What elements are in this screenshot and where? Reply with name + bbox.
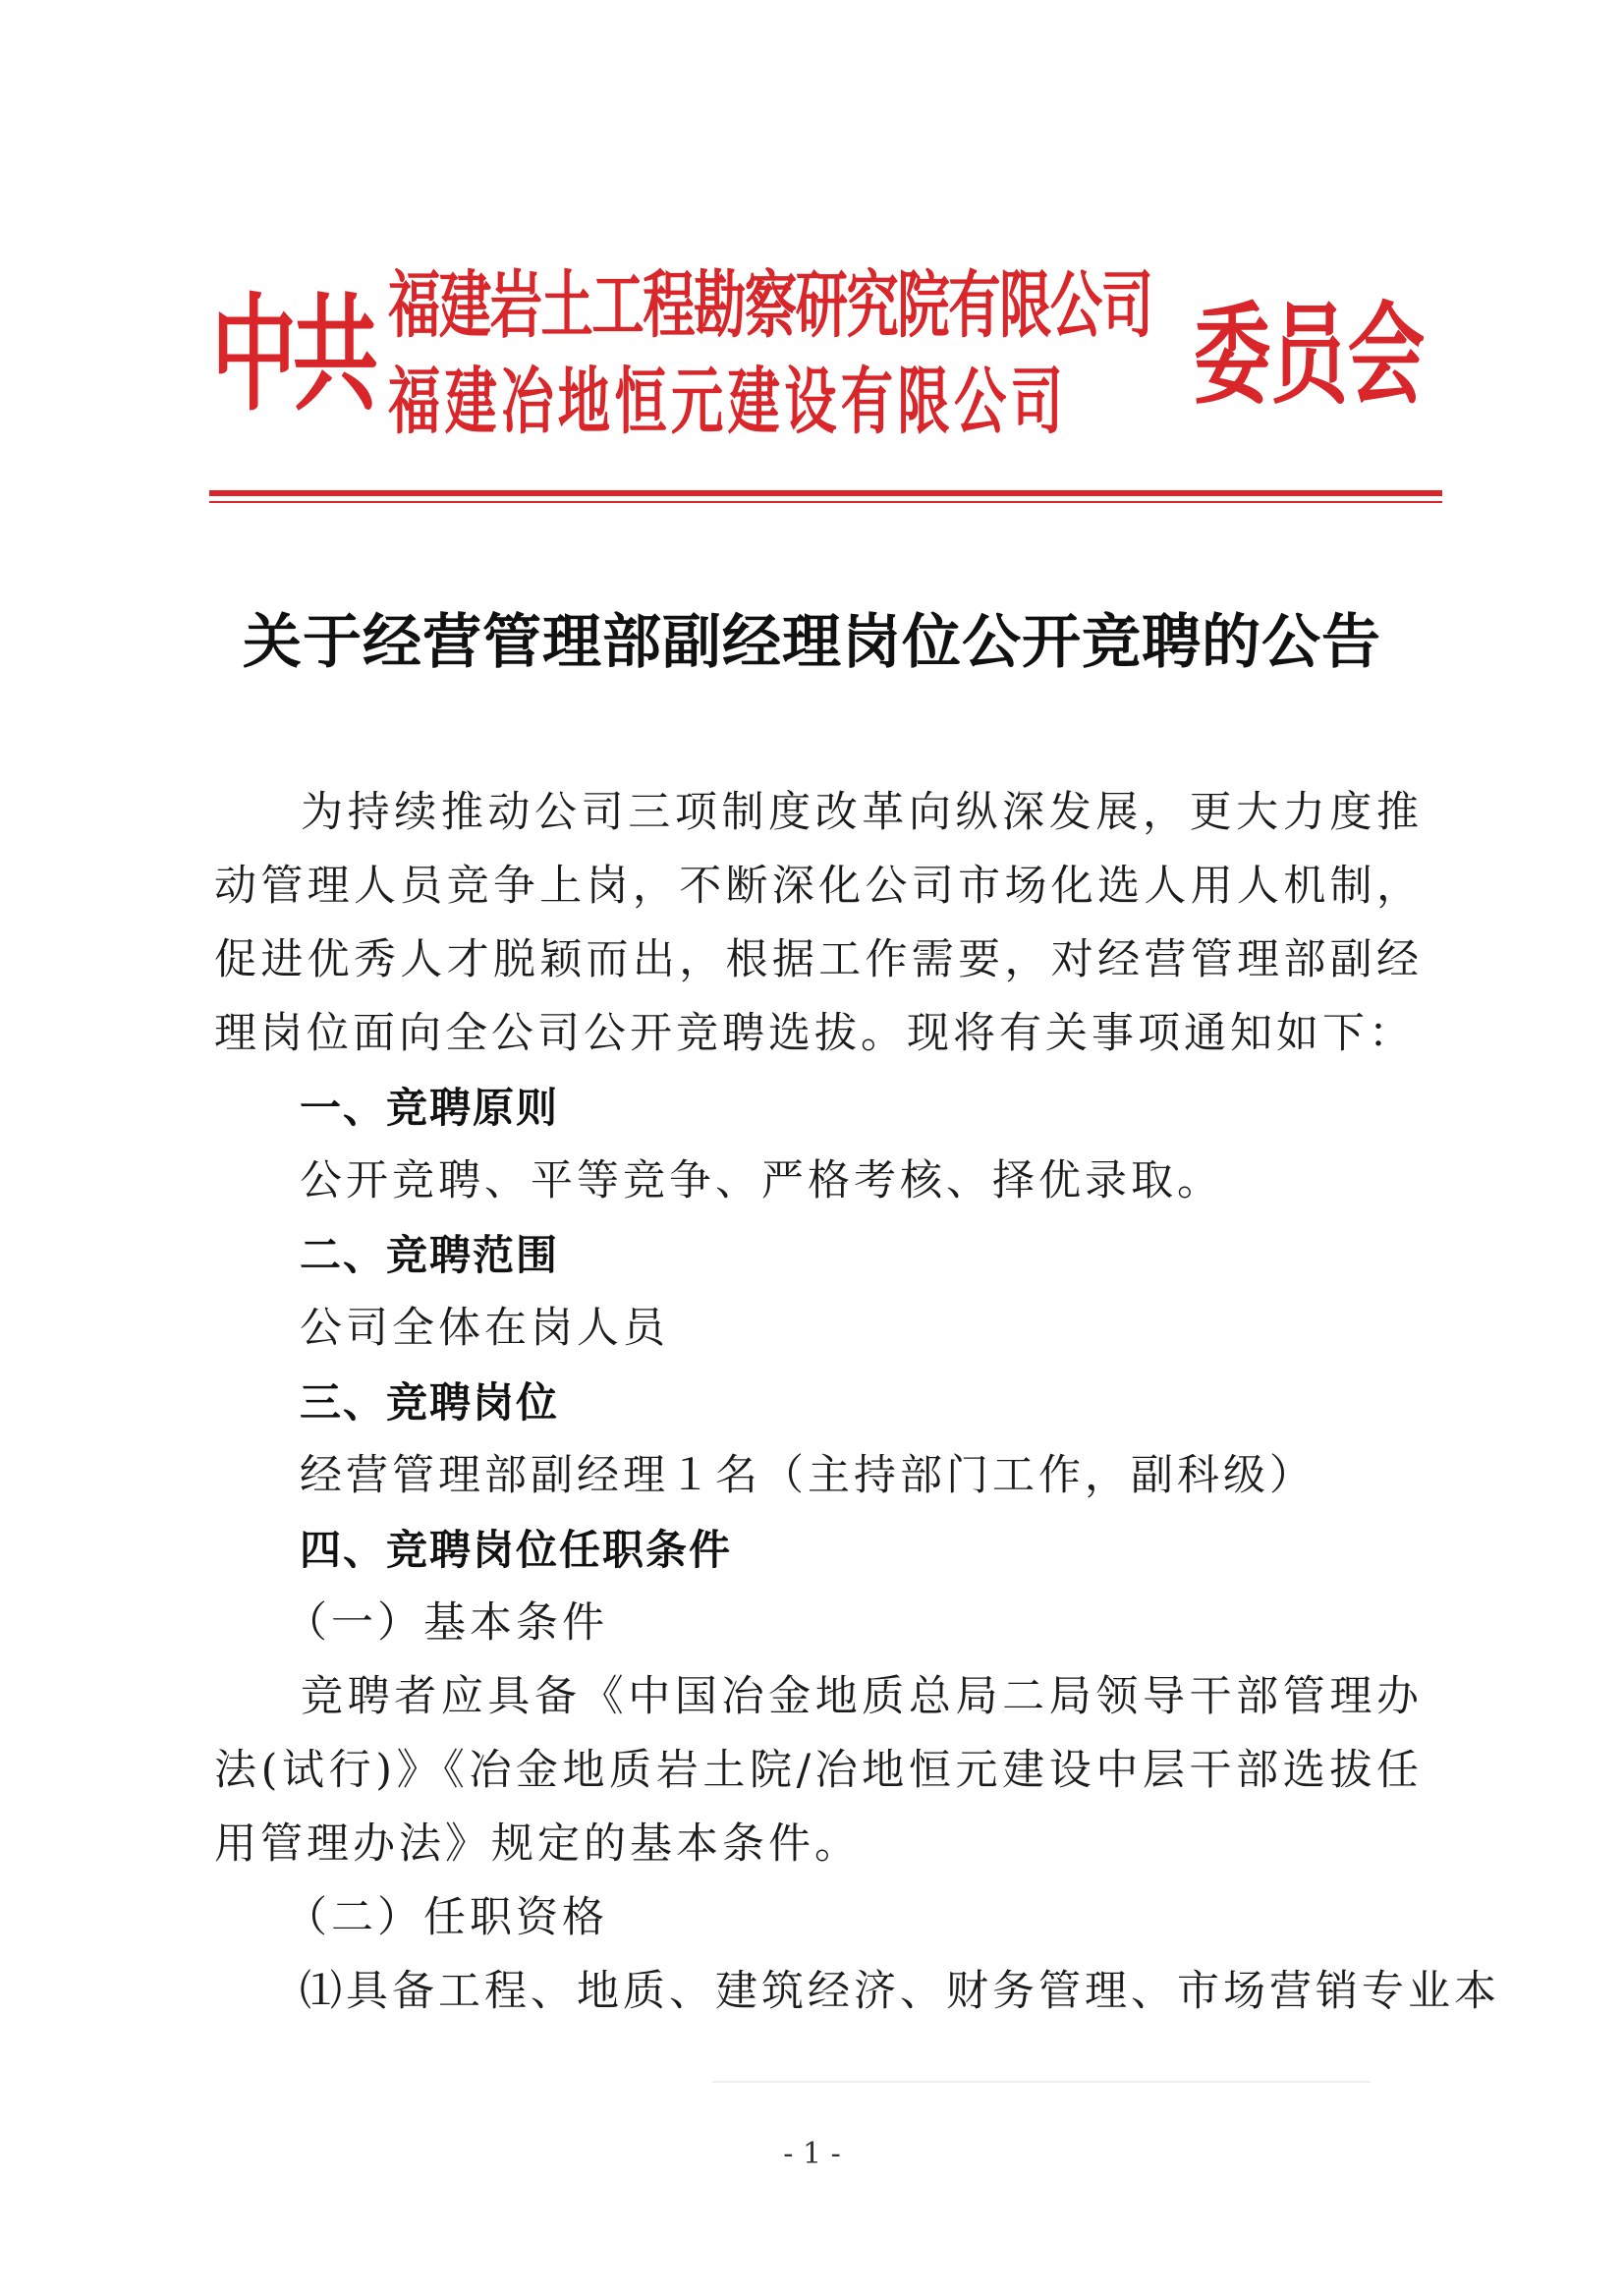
section-heading-1: 一、竞聘原则 — [300, 1084, 560, 1132]
section-heading-2: 二、竞聘范围 — [300, 1231, 560, 1279]
letterhead-company-1: 福建岩土工程勘察研究院有限公司 — [388, 263, 1152, 348]
subsection-text-1: 竞聘者应具备《中国冶金地质总局二局领导干部管理办法(试行)》《冶金地质岩土院/冶地恒元建设中层干部选拔任用管理办法》规定的基本条件。 — [214, 1672, 1423, 1869]
letterhead-rule-thin — [209, 501, 1442, 503]
red-letterhead — [211, 257, 1426, 454]
footer-rule — [712, 2081, 1371, 2083]
qualification-item-1: ⑴具备工程、地质、建筑经济、财务管理、市场营销专业本 — [300, 1967, 1500, 2016]
letterhead-left: 中共 — [211, 282, 374, 428]
section-heading-3: 三、竞聘岗位 — [300, 1378, 560, 1427]
intro-paragraph: 为持续推动公司三项制度改革向纵深发展，更大力度推动管理人员竞争上岗，不断深化公司市场化选人用人机制，促进优秀人才脱颖而出，根据工作需要，对经营管理部副经理岗位面向全公司公开竞聘选拔。现将有关事项通知如下： — [214, 788, 1423, 1058]
letterhead-rule-thick — [209, 490, 1442, 496]
letterhead-company-2: 福建冶地恒元建设有限公司 — [388, 360, 1068, 444]
subsection-heading-1: （一）基本条件 — [285, 1598, 608, 1648]
letterhead-right: 委员会 — [1194, 292, 1426, 420]
letterhead-companies — [388, 257, 1174, 454]
section-text-3: 经营管理部副经理１名（主持部门工作，副科级） — [300, 1451, 1316, 1500]
section-heading-4: 四、竞聘岗位任职条件 — [300, 1526, 733, 1574]
section-text-2: 公司全体在岗人员 — [300, 1304, 669, 1353]
page-number: - 1 - — [783, 2137, 841, 2171]
document-title: 关于经营管理部副经理岗位公开竞聘的公告 — [243, 608, 1381, 677]
subsection-heading-2: （二）任职资格 — [285, 1893, 608, 1942]
section-text-1: 公开竞聘、平等竞争、严格考核、择优录取。 — [300, 1156, 1223, 1205]
